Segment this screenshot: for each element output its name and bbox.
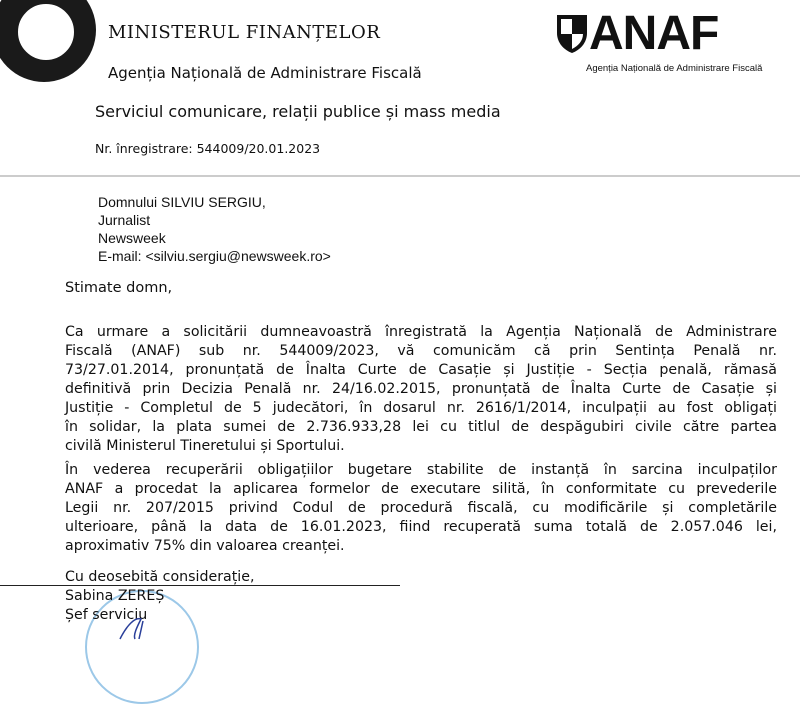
text-line: ulterioare, până la data de 16.01.2023, fiind recuperată suma totală de 2.057.046 lei, — [65, 519, 777, 535]
recipient-email: E-mail: <silviu.sergiu@newsweek.ro> — [98, 248, 331, 264]
logo-word: ANAF — [589, 7, 719, 60]
recipient-org: Newsweek — [98, 230, 166, 246]
signatory-name: Sabina ZEREȘ — [65, 588, 165, 604]
text-line: aproximativ 75% din valoarea creanței. — [65, 538, 345, 554]
service-name: Serviciul comunicare, relații publice și mass media — [95, 102, 501, 121]
text-line: Ca urmare a solicitării dumneavoastră înregistrată la Agenția Națională de Administrare — [65, 324, 777, 340]
signatory-title: Șef serviciu — [65, 607, 148, 623]
text-line: În vederea recuperării obligațiilor bugetare stabilite de instanță în sarcina inculpaților — [65, 462, 777, 478]
text-line: Justiție - Completul de 5 judecători, în dosarul nr. 2616/1/2014, inculpații au fost obligați — [65, 400, 777, 416]
recipient-name: Domnului SILVIU SERGIU, — [98, 194, 266, 210]
paragraph-2 — [65, 461, 777, 556]
text-line: în solidar, la plata sumei de 2.736.933,28 lei cu titlul de despăgubiri civile către partea — [65, 419, 777, 435]
logo-subtitle: Agenția Națională de Administrare Fiscală — [586, 63, 763, 74]
recipient-block — [98, 193, 331, 265]
ministry-name: MINISTERUL FINANȚELOR — [108, 22, 381, 43]
text-line: 73/27.01.2014, pronunțată de Înalta Curte de Casație și Justiție - Secția penală, rămasă — [65, 362, 777, 378]
registration-number: Nr. înregistrare: 544009/20.01.2023 — [95, 141, 321, 156]
text-line: definitivă prin Decizia Penală nr. 24/16.02.2015, pronunțată de Înalta Curte de Casație și — [65, 381, 777, 397]
agency-name: Agenția Națională de Administrare Fiscală — [108, 64, 422, 82]
government-seal — [0, 0, 96, 82]
salutation: Stimate domn, — [65, 280, 173, 296]
header-divider — [0, 175, 800, 177]
shield-icon — [555, 13, 589, 55]
paragraph-1 — [65, 323, 777, 456]
text-line: Legii nr. 207/2015 privind Codul de procedură fiscală, cu modificările și completările — [65, 500, 777, 516]
signature — [115, 615, 165, 640]
closing-formula: Cu deosebită considerație, — [65, 569, 255, 585]
text-line: Fiscală (ANAF) sub nr. 544009/2023, vă comunicăm că prin Sentința Penală nr. — [65, 343, 777, 359]
anaf-logo — [555, 7, 719, 60]
recipient-role: Jurnalist — [98, 212, 151, 228]
coat-of-arms-icon — [16, 2, 76, 62]
text-line: ANAF a procedat la aplicarea formelor de executare silită, în conformitate cu prevederile — [65, 481, 777, 497]
text-line: civilă Ministerul Tineretului și Sportului. — [65, 438, 345, 454]
